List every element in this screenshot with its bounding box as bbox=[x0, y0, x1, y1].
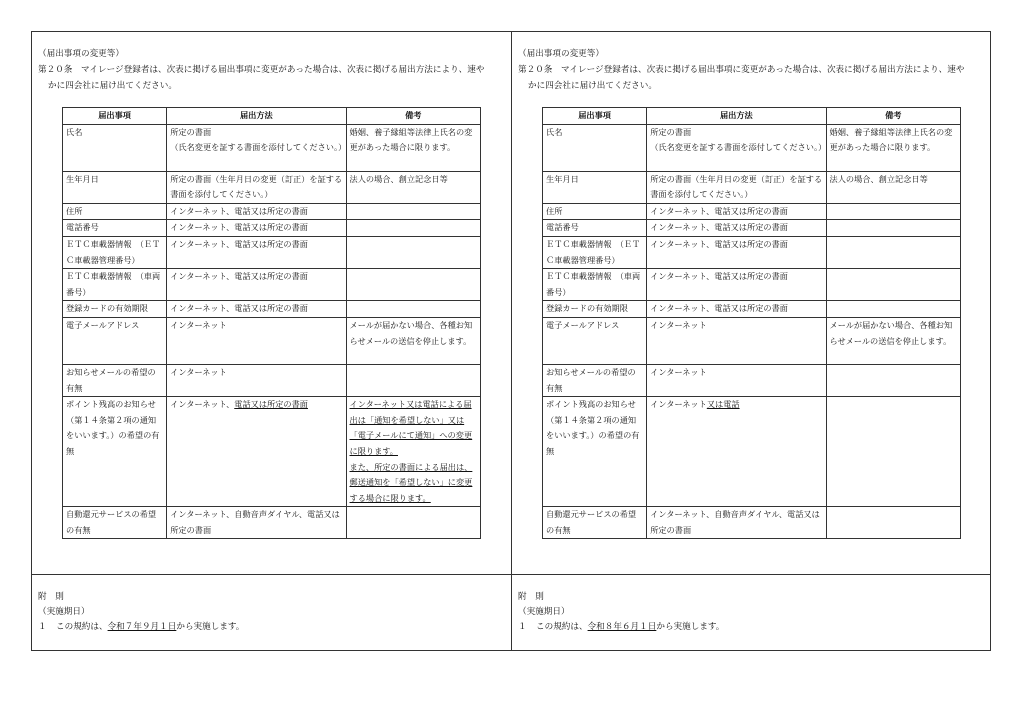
cell-item: ＥＴＣ車載器情報 （車両番号） bbox=[63, 269, 167, 301]
article-caption: （届出事項の変更等） bbox=[518, 49, 604, 59]
cell-item: ポイント残高のお知らせ（第１４条第２項の通知をいいます。）の希望の有無 bbox=[63, 397, 167, 507]
cell-method: インターネット、電話又は所定の書面 bbox=[647, 203, 826, 220]
cell-remark bbox=[346, 507, 480, 539]
cell-method: インターネット、電話又は所定の書面 bbox=[647, 301, 826, 318]
effective-date: 令和８年６月１日 bbox=[587, 622, 657, 632]
table-row bbox=[63, 397, 481, 507]
cell-method: インターネット、電話又は所定の書面 bbox=[167, 269, 346, 301]
table-row bbox=[63, 507, 481, 539]
cell-method: 所定の書面（生年月日の変更（訂正）を証する書面を添付してください。） bbox=[647, 171, 826, 203]
cell-method: インターネット、電話又は所定の書面 bbox=[647, 236, 826, 268]
table-row bbox=[63, 203, 481, 220]
notification-table bbox=[542, 107, 961, 539]
table-header-row bbox=[63, 108, 481, 125]
header-item: 届出事項 bbox=[543, 108, 647, 125]
table-row bbox=[543, 301, 961, 318]
cell-method: 所定の書面（生年月日の変更（訂正）を証する書面を添付してください。） bbox=[167, 171, 346, 203]
cell-method: インターネット、電話又は所定の書面 bbox=[167, 220, 346, 237]
table-row bbox=[543, 397, 961, 507]
cell-method: インターネット bbox=[647, 364, 826, 396]
cell-method: インターネット、自動音声ダイヤル、電話又は所定の書面 bbox=[167, 507, 346, 539]
cell-item: 生年月日 bbox=[63, 171, 167, 203]
table-row bbox=[543, 171, 961, 203]
cell-remark bbox=[346, 220, 480, 237]
header-remark: 備考 bbox=[826, 108, 960, 125]
remark-text-amended: インターネット又は電話による届出は「通知を希望しない」又は「電子メールにて通知」への変更に限ります。 bbox=[349, 399, 473, 456]
clause-text: この規約は、 bbox=[56, 622, 108, 632]
table-row bbox=[63, 317, 481, 364]
cell-item: 電子メールアドレス bbox=[63, 317, 167, 364]
table-row bbox=[63, 236, 481, 268]
supplementary-subtitle: （実施期日） bbox=[38, 607, 90, 617]
method-text-amended: 又は電話 bbox=[706, 399, 740, 410]
cell-item: 住所 bbox=[63, 203, 167, 220]
cell-remark bbox=[346, 397, 480, 507]
cell-method: インターネット、電話又は所定の書面 bbox=[647, 269, 826, 301]
cell-method: インターネット、電話又は所定の書面 bbox=[647, 220, 826, 237]
cell-method: インターネット bbox=[647, 317, 826, 364]
table-row bbox=[63, 124, 481, 171]
supplementary-subtitle: （実施期日） bbox=[518, 607, 570, 617]
cell-remark bbox=[826, 203, 960, 220]
clause-text-end: から実施します。 bbox=[176, 622, 245, 632]
cell-remark bbox=[346, 203, 480, 220]
cell-remark bbox=[826, 397, 960, 507]
cell-item: お知らせメールの希望の有無 bbox=[63, 364, 167, 396]
cell-remark: 婚姻、養子縁組等法律上氏名の変更があった場合に限ります。 bbox=[346, 124, 480, 171]
comparison-frame bbox=[31, 31, 991, 651]
notification-table bbox=[62, 107, 481, 539]
cell-item: ＥＴＣ車載器情報 （車両番号） bbox=[543, 269, 647, 301]
cell-item: 自動還元サービスの希望の有無 bbox=[543, 507, 647, 539]
cell-remark bbox=[826, 269, 960, 301]
cell-remark bbox=[346, 301, 480, 318]
cell-remark: 婚姻、養子縁組等法律上氏名の変更があった場合に限ります。 bbox=[826, 124, 960, 171]
table-row bbox=[63, 269, 481, 301]
cell-remark bbox=[346, 236, 480, 268]
cell-item: お知らせメールの希望の有無 bbox=[543, 364, 647, 396]
cell-remark bbox=[826, 364, 960, 396]
cell-method-line: 所定の書面 （氏名変更を証する書面を添付してください。） bbox=[170, 126, 347, 153]
table-header-row bbox=[543, 108, 961, 125]
cell-item: 氏名 bbox=[63, 124, 167, 171]
cell-method bbox=[647, 397, 826, 507]
cell-remark bbox=[826, 301, 960, 318]
article-text-line1: 第２０条 マイレージ登録者は、次表に掲げる届出事項に変更があった場合は、次表に掲げる届出方法により、速や bbox=[38, 65, 485, 75]
supplementary-title: 附 則 bbox=[518, 592, 544, 602]
cell-remark: メールが届かない場合、各種お知らせメールの送信を停止します。 bbox=[826, 317, 960, 364]
clause-text-end: から実施します。 bbox=[656, 622, 725, 632]
effective-date: 令和７年９月１日 bbox=[107, 622, 177, 632]
cell-remark bbox=[826, 507, 960, 539]
cell-remark bbox=[826, 220, 960, 237]
table-row bbox=[63, 301, 481, 318]
cell-method: インターネット bbox=[167, 364, 346, 396]
cell-item: 登録カードの有効期限 bbox=[543, 301, 647, 318]
cell-item: 電話番号 bbox=[543, 220, 647, 237]
cell-item: 生年月日 bbox=[543, 171, 647, 203]
cell-item: 氏名 bbox=[543, 124, 647, 171]
article-text-line1: 第２０条 マイレージ登録者は、次表に掲げる届出事項に変更があった場合は、次表に掲げる届出方法により、速や bbox=[518, 65, 965, 75]
header-remark: 備考 bbox=[346, 108, 480, 125]
cell-item: 登録カードの有効期限 bbox=[63, 301, 167, 318]
article-text-line2: かに四会社に届け出てください。 bbox=[528, 81, 657, 91]
cell-method bbox=[647, 124, 826, 171]
table-row bbox=[543, 236, 961, 268]
supplementary-text bbox=[518, 619, 724, 635]
cell-remark bbox=[346, 364, 480, 396]
table-row bbox=[63, 171, 481, 203]
method-text-amended: 電話又は所定の書面 bbox=[234, 399, 308, 410]
table-row bbox=[543, 507, 961, 539]
table-row bbox=[543, 364, 961, 396]
cell-method: インターネット bbox=[167, 317, 346, 364]
cell-remark bbox=[826, 236, 960, 268]
cell-item: ＥＴＣ車載器情報 （ＥＴＣ車載器管理番号） bbox=[63, 236, 167, 268]
table-row bbox=[543, 124, 961, 171]
header-item: 届出事項 bbox=[63, 108, 167, 125]
supplementary-text bbox=[38, 619, 244, 635]
header-method: 届出方法 bbox=[167, 108, 346, 125]
table-row bbox=[543, 220, 961, 237]
cell-remark: 法人の場合、創立記念日等 bbox=[346, 171, 480, 203]
method-text: インターネット bbox=[650, 399, 707, 410]
cell-item: 自動還元サービスの希望の有無 bbox=[63, 507, 167, 539]
cell-remark: メールが届かない場合、各種お知らせメールの送信を停止します。 bbox=[346, 317, 480, 364]
right-column bbox=[512, 32, 991, 574]
clause-number: １ bbox=[38, 622, 47, 632]
cell-item: ポイント残高のお知らせ（第１４条第２項の通知をいいます。）の希望の有無 bbox=[543, 397, 647, 507]
table-row bbox=[543, 317, 961, 364]
left-column bbox=[32, 32, 511, 574]
table-row bbox=[63, 220, 481, 237]
remark-text-amended: また、所定の書面による届出は、郵送通知を「希望しない」に変更する場合に限ります。 bbox=[349, 461, 473, 503]
cell-method: インターネット、自動音声ダイヤル、電話又は所定の書面 bbox=[647, 507, 826, 539]
supplementary-title: 附 則 bbox=[38, 592, 64, 602]
cell-method: インターネット、電話又は所定の書面 bbox=[167, 203, 346, 220]
table-row bbox=[63, 364, 481, 396]
cell-remark: 法人の場合、創立記念日等 bbox=[826, 171, 960, 203]
article-text-line2: かに四会社に届け出てください。 bbox=[48, 81, 177, 91]
clause-text: この規約は、 bbox=[536, 622, 588, 632]
method-text: インターネット、 bbox=[170, 399, 235, 410]
cell-item: ＥＴＣ車載器情報 （ＥＴＣ車載器管理番号） bbox=[543, 236, 647, 268]
cell-remark bbox=[346, 269, 480, 301]
cell-method: インターネット、電話又は所定の書面 bbox=[167, 301, 346, 318]
cell-method: インターネット、電話又は所定の書面 bbox=[167, 236, 346, 268]
table-row bbox=[543, 269, 961, 301]
cell-method bbox=[167, 397, 346, 507]
header-method: 届出方法 bbox=[647, 108, 826, 125]
clause-number: １ bbox=[518, 622, 527, 632]
supplementary-left bbox=[32, 575, 511, 650]
table-row bbox=[543, 203, 961, 220]
cell-method-line: 所定の書面 （氏名変更を証する書面を添付してください。） bbox=[650, 126, 827, 153]
cell-item: 電子メールアドレス bbox=[543, 317, 647, 364]
cell-method bbox=[167, 124, 346, 171]
supplementary-right bbox=[512, 575, 991, 650]
cell-item: 電話番号 bbox=[63, 220, 167, 237]
cell-item: 住所 bbox=[543, 203, 647, 220]
article-caption: （届出事項の変更等） bbox=[38, 49, 124, 59]
